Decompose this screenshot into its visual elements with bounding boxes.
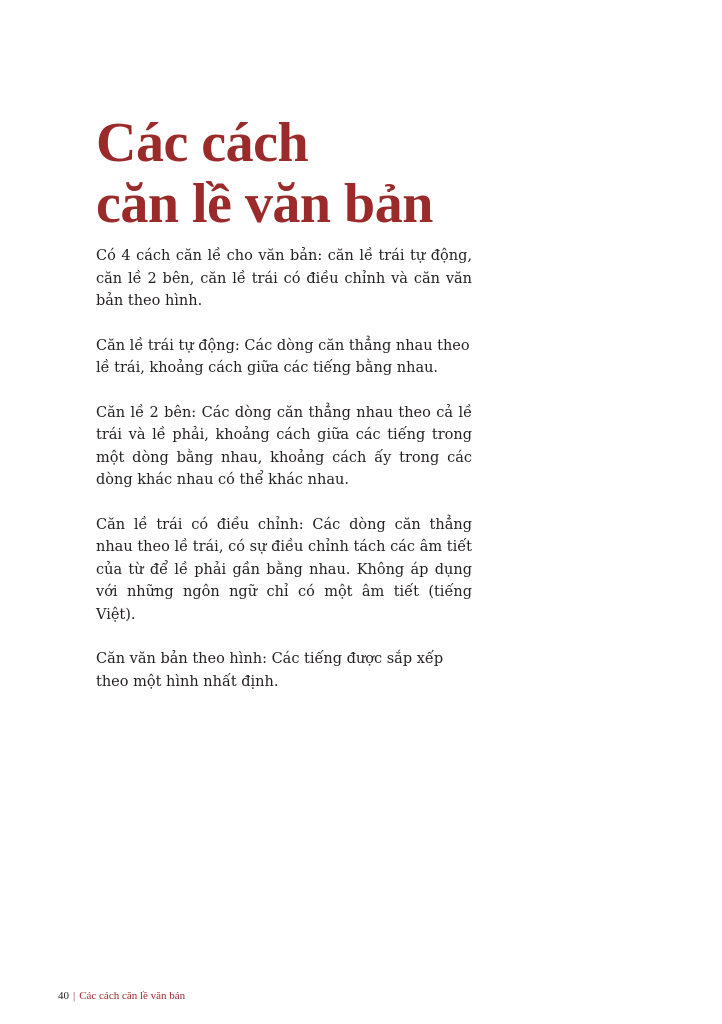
- justify-paragraph: Căn lề 2 bên: Các dòng căn thẳng nhau theo cả lề trái và lề phải, khoảng cách giữa các tiếng trong một dòng bằng nhau, khoảng cách ấy trong các dòng khác nhau có thể khác nhau.: [96, 404, 472, 488]
- left-auto-paragraph: Căn lề trái tự động: Các dòng căn thẳng nhau theo lề trái, khoảng cách giữa các tiếng bằng nhau.: [96, 337, 470, 376]
- shape-paragraph: Căn văn bản theo hình: Các tiếng được sắp xếp theo một hình nhất định.: [96, 651, 444, 690]
- left-adjusted-paragraph: Căn lề trái có điều chỉnh: Các dòng căn thẳng nhau theo lề trái, có sự điều chỉnh tách các âm tiết của từ để lề phải gần bằng nhau. Không áp dụng với những ngôn ngữ chỉ có một âm tiết (tiếng Việt).: [96, 516, 472, 623]
- footer-separator: |: [73, 990, 76, 1002]
- page-footer: [58, 990, 185, 1002]
- page-title: [96, 113, 656, 235]
- page-number: 40: [58, 990, 69, 1002]
- page-title-line-1: Các cách: [96, 112, 309, 174]
- intro-paragraph: Có 4 cách căn lề cho văn bản: căn lề trái tự động, căn lề 2 bên, căn lề trái có điều chỉnh và căn văn bản theo hình.: [96, 248, 472, 309]
- body-text: [96, 245, 472, 715]
- running-chapter-title: Các cách căn lề văn bản: [79, 990, 186, 1002]
- page-title-line-2: căn lề văn bản: [96, 173, 433, 235]
